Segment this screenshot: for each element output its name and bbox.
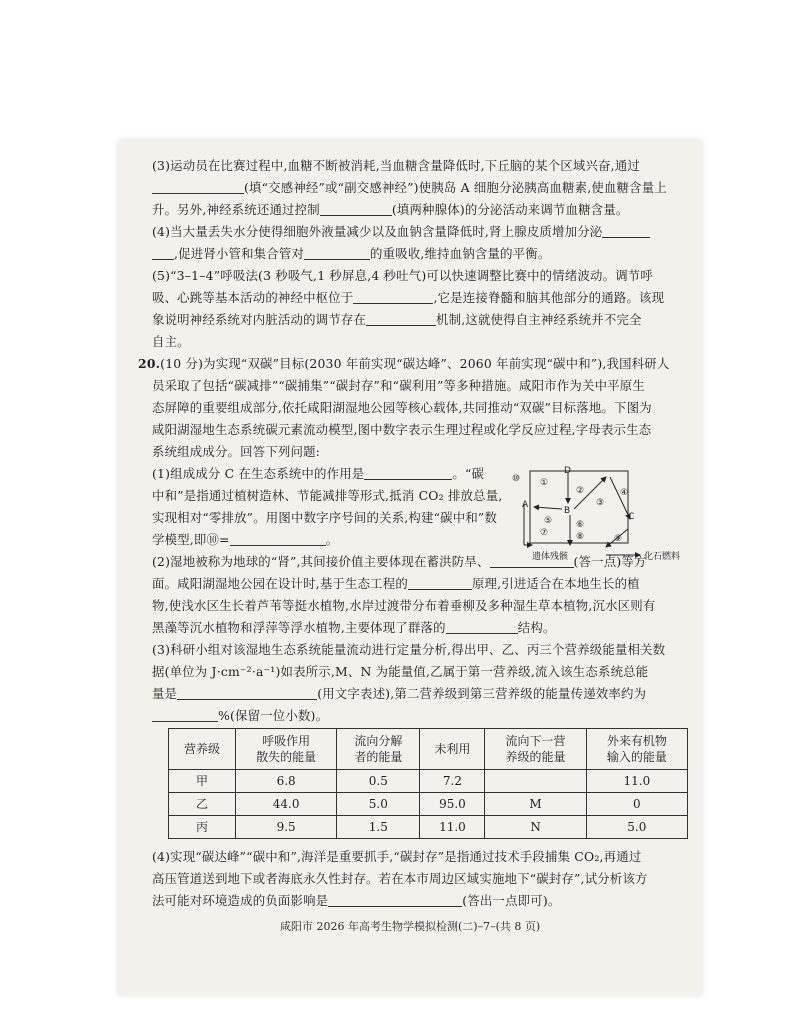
diagram-num: ① bbox=[540, 478, 549, 488]
table-cell: 11.0 bbox=[420, 816, 485, 839]
question-number: 20. bbox=[138, 356, 161, 371]
q19-part4-line1: (4)当大量丢失水分使得细胞外液量减少以及血钠含量降低时,肾上腺皮质增加分泌 bbox=[152, 221, 687, 243]
q20-part4 bbox=[152, 846, 687, 912]
answer-blank[interactable] bbox=[152, 707, 218, 722]
diagram-label-b: B bbox=[564, 506, 571, 516]
answer-blank[interactable] bbox=[446, 619, 518, 634]
q20-part4-line1: (4)实现“碳达峰”“碳中和”,海洋是重要抓手,“碳封存”是指通过技术手段捕集 CO₂,再通过 bbox=[152, 849, 642, 864]
diagram-num: ⑧ bbox=[576, 532, 585, 542]
diagram-label-remains: 遗体残骸 bbox=[532, 552, 569, 562]
q20-part2-line2: 面。咸阳湖湿地公园在设计时,基于生态工程的 原理,引进适合在本地生长的植 bbox=[152, 576, 640, 591]
table-row bbox=[169, 816, 688, 839]
answer-blank[interactable] bbox=[320, 201, 392, 216]
table-cell: M bbox=[485, 793, 586, 816]
table-header: 营养级 bbox=[169, 729, 236, 770]
table-header: 流向分解 者的能量 bbox=[337, 729, 420, 770]
table-header: 呼吸作用 散失的能量 bbox=[236, 729, 337, 770]
diagram-num: ② bbox=[576, 486, 585, 496]
table-cell: 乙 bbox=[169, 793, 236, 816]
q20-part3-line3: 量是 (用文字表述),第二营养级到第三营养级的能量传递效率约为 bbox=[152, 686, 647, 701]
q19-part3-line1: (3)运动员在比赛过程中,血糖不断被消耗,当血糖含量降低时,下丘脑的某个区域兴奋,通过 bbox=[152, 158, 640, 173]
q20-part1-line3: 实现相对“零排放”。用图中数字序号间的关系,构建“碳中和”数 bbox=[152, 510, 498, 525]
diagram-num: ⑩ bbox=[512, 474, 521, 484]
answer-blank[interactable] bbox=[602, 223, 650, 238]
diagram-num: ③ bbox=[596, 498, 605, 508]
diagram-num: ⑨ bbox=[614, 534, 623, 544]
diagram-label-a: A bbox=[522, 500, 529, 510]
q20-intro-line1: 20.(10 分)为实现“双碳”目标(2030 年前实现“碳达峰”、2060 年前实现“碳中和”),我国科研人 bbox=[138, 356, 670, 371]
table-cell: 0 bbox=[586, 793, 687, 816]
q20-intro-line2: 员采取了包括“碳减排”“碳捕集”“碳封存”和“碳利用”等多种措施。咸阳市作为关中平原生 bbox=[152, 378, 645, 393]
q20-part1-line1: (1)组成成分 C 在生态系统中的作用是 。“碳 bbox=[152, 466, 485, 481]
answer-blank[interactable] bbox=[366, 311, 436, 326]
page-footer: 咸阳市 2026 年高考生物学模拟检测(二)–7–(共 8 页) bbox=[280, 920, 541, 933]
q20-part4-line3: 法可能对环境造成的负面影响是 (答出一点即可)。 bbox=[152, 893, 561, 908]
exam-text bbox=[138, 155, 687, 727]
q19-part5-line3: 象说明神经系统对内脏活动的调节存在 机制,这就使得自主神经系统并不完全 bbox=[152, 312, 642, 327]
q19-part3-line3: 升。另外,神经系统还通过控制 (填两种腺体)的分泌活动来调节血糖含量。 bbox=[152, 202, 629, 217]
diagram-label-d: D bbox=[564, 466, 571, 476]
table-cell: 44.0 bbox=[236, 793, 337, 816]
diagram-label-fossil: 化石燃料 bbox=[644, 552, 681, 562]
diagram-num: ⑥ bbox=[576, 520, 585, 530]
diagram-num: ④ bbox=[620, 488, 629, 498]
table-cell: 7.2 bbox=[420, 770, 485, 793]
answer-blank[interactable] bbox=[152, 245, 174, 260]
answer-blank[interactable] bbox=[353, 289, 433, 304]
table-cell: 0.5 bbox=[337, 770, 420, 793]
table-row bbox=[169, 793, 688, 816]
q20-part1-line2: 中和”是指通过植树造林、节能减排等形式,抵消 CO₂ 排放总量, bbox=[152, 488, 503, 503]
table-cell: 95.0 bbox=[420, 793, 485, 816]
answer-blank[interactable] bbox=[408, 575, 472, 590]
q19-part3-line2: (填“交感神经”或“副交感神经”)使胰岛 A 细胞分泌胰高血糖素,使血糖含量上 bbox=[152, 177, 687, 199]
table-cell: 6.8 bbox=[236, 770, 337, 793]
answer-blank[interactable] bbox=[364, 465, 452, 480]
q20-part2-line1: (2)湿地被称为地球的“肾”,其间接价值主要体现在蓄洪防旱、 (答一点)等方 bbox=[152, 554, 647, 569]
table-cell: 5.0 bbox=[586, 816, 687, 839]
answer-blank[interactable] bbox=[304, 245, 370, 260]
table-cell: 甲 bbox=[169, 770, 236, 793]
q20-part3-line2: 据(单位为 J·cm⁻²·a⁻¹)如表所示,M、N 为能量值,乙属于第一营养级,流入该生态系统总能 bbox=[152, 664, 649, 679]
table-header: 未利用 bbox=[420, 729, 485, 770]
table-cell: 1.5 bbox=[337, 816, 420, 839]
table-row bbox=[169, 770, 688, 793]
q20-part3-line4: %(保留一位小数)。 bbox=[152, 705, 687, 727]
table-cell: 9.5 bbox=[236, 816, 337, 839]
q20-part2-line3: 物,使浅水区生长着芦苇等挺水植物,水岸过渡带分布着垂柳及多种湿生草本植物,沉水区则有 bbox=[152, 598, 656, 613]
q20-part3-line1: (3)科研小组对该湿地生态系统能量流动进行定量分析,得出甲、乙、丙三个营养级能量相关数 bbox=[152, 642, 666, 657]
carbon-flow-diagram bbox=[510, 463, 690, 583]
answer-blank[interactable] bbox=[152, 179, 244, 194]
answer-blank[interactable] bbox=[328, 892, 462, 907]
diagram-num: ⑦ bbox=[540, 528, 549, 538]
diagram-arrow bbox=[610, 477, 630, 519]
table-cell: N bbox=[485, 816, 586, 839]
table-header: 流向下一营 养级的能量 bbox=[485, 729, 586, 770]
q20-intro-line4: 咸阳湖湿地生态系统碳元素流动模型,图中数字表示生理过程或化学反应过程,字母表示生态 bbox=[152, 422, 652, 437]
q20-intro-line3: 态屏障的重要组成部分,依托咸阳湖湿地公园等核心载体,共同推动“双碳”目标落地。下图为 bbox=[152, 400, 652, 415]
answer-blank[interactable] bbox=[177, 685, 317, 700]
q19-part4-line2: ,促进肾小管和集合管对 的重吸收,维持血钠含量的平衡。 bbox=[152, 243, 687, 265]
q20-part4-line2: 高压管道送到地下或者海底永久性封存。若在本市周边区域实施地下“碳封存”,试分析该方 bbox=[152, 871, 648, 886]
table-header-row bbox=[169, 729, 688, 770]
q19-part5-line4: 自主。 bbox=[152, 334, 190, 349]
diagram-arrow bbox=[534, 507, 562, 509]
diagram-label-c: C bbox=[628, 512, 635, 522]
q20-part2-line4: 黑藻等沉水植物和浮萍等浮水植物,主要体现了群落的 结构。 bbox=[152, 620, 556, 635]
table-header: 外来有机物 输入的能量 bbox=[586, 729, 687, 770]
energy-table bbox=[168, 728, 688, 839]
answer-blank[interactable] bbox=[230, 531, 326, 546]
table-cell: 丙 bbox=[169, 816, 236, 839]
q19-part5-line1: (5)“3–1–4”呼吸法(3 秒吸气,1 秒屏息,4 秒吐气)可以快速调整比赛中的情绪波动。调节呼 bbox=[152, 268, 653, 283]
diagram-num: ⑤ bbox=[544, 516, 553, 526]
table-cell: 11.0 bbox=[586, 770, 687, 793]
table-cell bbox=[485, 770, 586, 793]
q20-part1-line4: 学模型,即⑩= 。 bbox=[152, 532, 339, 547]
q20-intro-line5: 系统组成成分。回答下列问题: bbox=[152, 444, 321, 459]
q19-part5-line2: 吸、心跳等基本活动的神经中枢位于 ,它是连接脊髓和脑其他部分的通路。该现 bbox=[152, 290, 665, 305]
table-cell: 5.0 bbox=[337, 793, 420, 816]
